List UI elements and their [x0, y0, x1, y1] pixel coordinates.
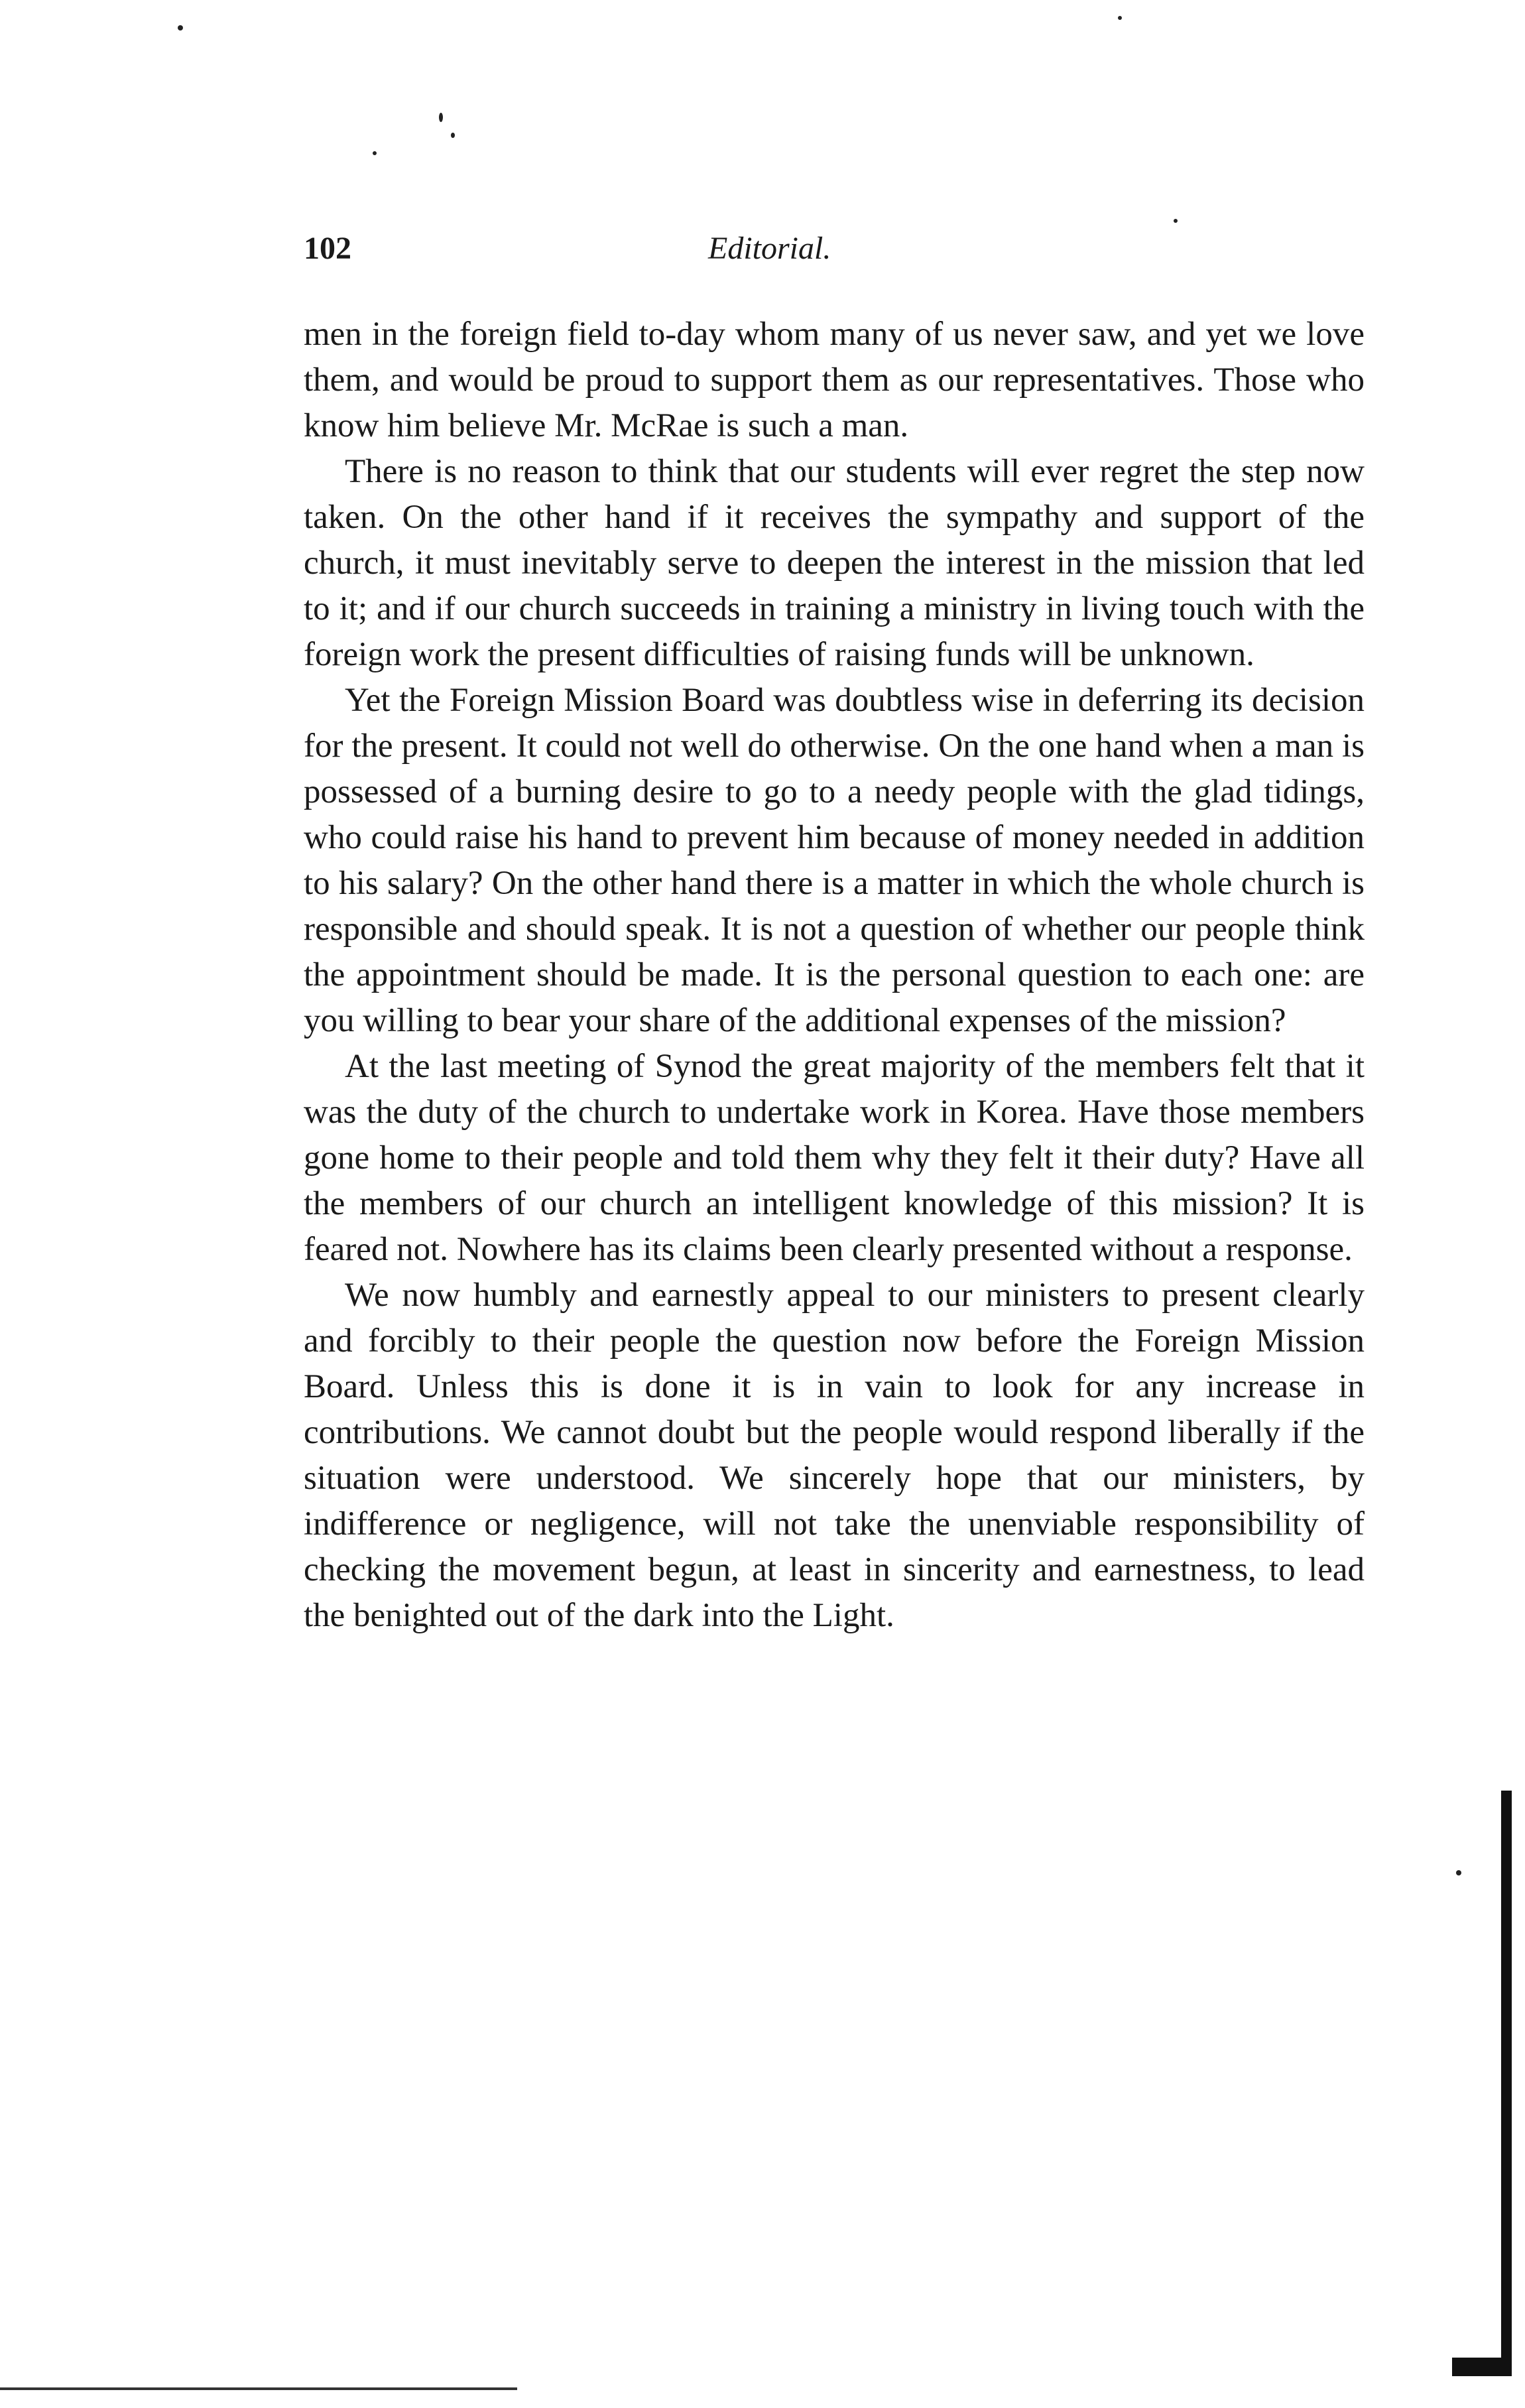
binding-edge-foot — [1452, 2358, 1512, 2376]
scan-speck — [1456, 1870, 1461, 1875]
page-number: 102 — [304, 231, 351, 266]
paragraph: There is no reason to think that our students will ever regret the step now taken. On the other hand if it receives the sympathy and support of the church, it must inevitably serve to deepen the interest in the mission that led to it; and if our church succeeds in training a ministry in living touch with the foreign work the present difficulties of raising funds will be unknown. — [304, 453, 1365, 673]
paragraph: Yet the Foreign Mission Board was doubtless wise in deferring its decision for the present. It could not well do otherwise. On the one hand when a man is possessed of a burning desire to go to a needy people with the glad tidings, who could raise his hand to prevent him because of money needed in addition to his salary? On the other hand there is a matter in which the whole church is responsible and should speak. It is not a question of whether our people think the appointment should be made. It is the personal question to each one: are you willing to bear your share of the additional expenses of the mission? — [304, 682, 1365, 1039]
body-text — [304, 312, 1365, 1639]
scan-speck — [451, 133, 455, 138]
binding-edge-shadow — [1501, 1791, 1512, 2374]
bottom-edge-line — [0, 2387, 517, 2390]
section-title: Editorial. — [708, 231, 831, 266]
paragraph: men in the foreign field to-day whom many of us never saw, and yet we love them, and would be proud to support them as our representatives. Those who know him believe Mr. McRae is such a man. — [304, 316, 1365, 444]
scan-speck — [439, 113, 443, 122]
paragraph: We now humbly and earnestly appeal to our ministers to present clearly and forcibly to their people the question now before the Foreign Mission Board. Unless this is done it is in vain to look for any increase in contributions. We cannot doubt but the people would respond liberally if the situation were understood. We sincerely hope that our ministers, by indifference or negligence, will not take the unenviable responsibility of checking the movement begun, at least in sincerity and earnestness, to lead the benighted out of the dark into the Light. — [304, 1277, 1365, 1634]
running-head — [304, 229, 1365, 282]
paragraph: At the last meeting of Synod the great majority of the members felt that it was the duty of the church to undertake work in Korea. Have those members gone home to their people and told them why they felt it their duty? Have all the members of our church an intelligent knowledge of this mission? It is feared not. Nowhere has its claims been clearly presented without a response. — [304, 1048, 1365, 1268]
scan-speck — [1118, 16, 1122, 20]
scan-speck — [1174, 219, 1178, 223]
scan-speck — [373, 151, 377, 155]
scan-speck — [178, 25, 183, 31]
